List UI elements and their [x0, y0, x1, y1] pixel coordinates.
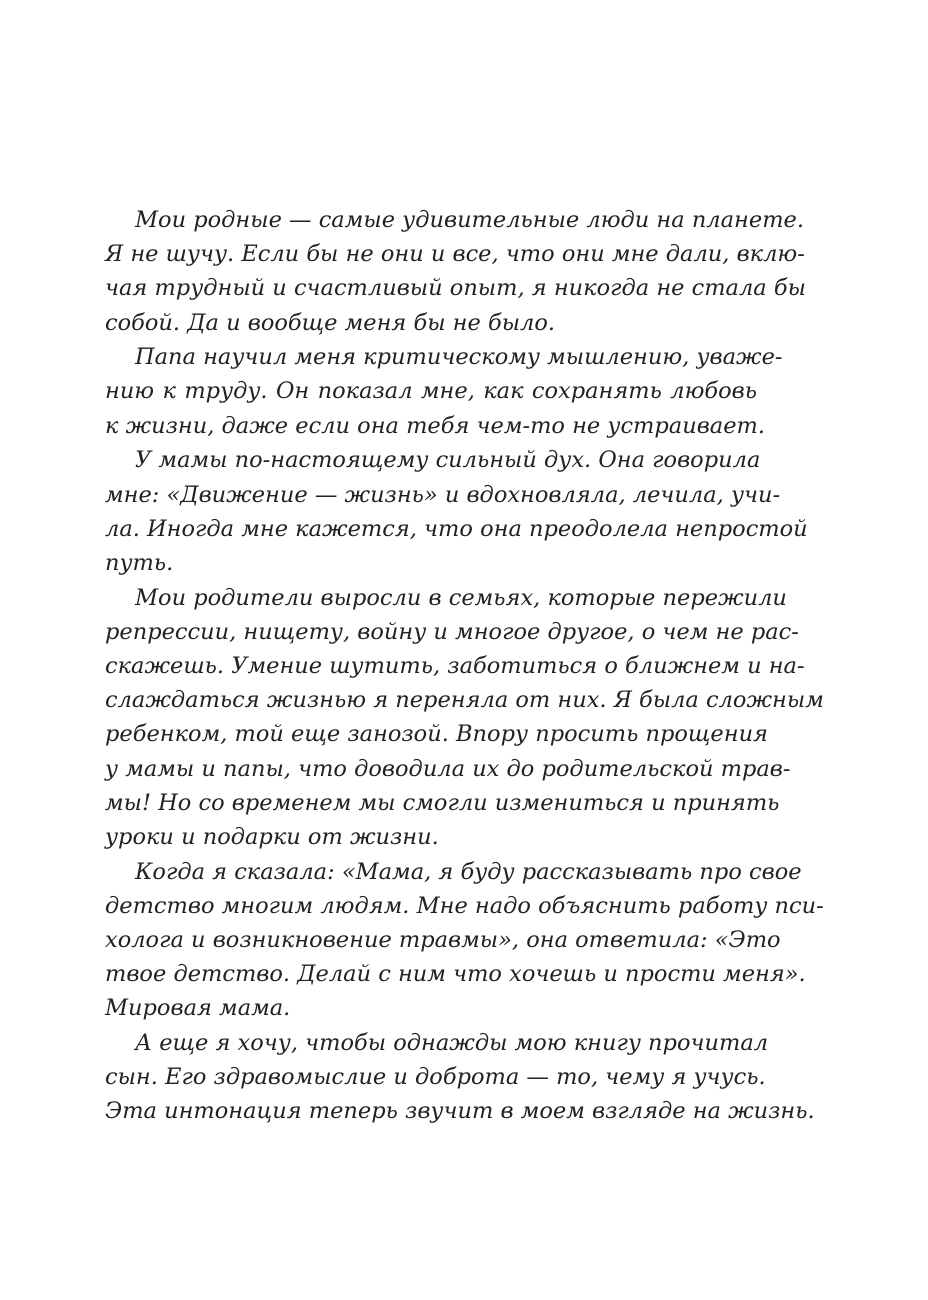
text-line: путь.	[105, 549, 174, 576]
text-line: Мои родные — самые удивительные люди на планете.	[135, 207, 804, 233]
paragraph-2	[105, 340, 783, 443]
text-line: детство многим людям. Мне надо объяснить работу пси-	[105, 892, 824, 919]
text-line: Мировая мама.	[105, 995, 291, 1022]
text-line: к жизни, даже если она тебя чем-то не устраивает.	[105, 412, 766, 439]
text-line: репрессии, нищету, войну и многое другое, о чем не рас-	[105, 618, 799, 645]
text-line: У мамы по-настоящему сильный дух. Она говорила	[135, 447, 761, 474]
text-line: нию к труду. Он показал мне, как сохранять любовь	[105, 378, 757, 405]
text-line: сын. Его здравомыслие и доброта — то, чему я учусь.	[105, 1064, 766, 1091]
paragraph-4	[105, 581, 824, 855]
text-line: ла. Иногда мне кажется, что она преодолела непростой	[105, 515, 808, 542]
text-line: Я не шучу. Если бы не они и все, что они мне дали, вклю-	[105, 241, 805, 268]
page-body	[105, 203, 824, 1129]
text-line: Эта интонация теперь звучит в моем взгляде на жизнь.	[105, 1098, 815, 1125]
text-line: скажешь. Умение шутить, заботиться о ближнем и на-	[105, 652, 805, 679]
text-line: чая трудный и счастливый опыт, я никогда не стала бы	[105, 275, 806, 302]
text-line: ребенком, той еще занозой. Впору просить прощения	[105, 721, 768, 748]
paragraph-3	[105, 443, 808, 580]
text-line: собой. Да и вообще меня бы не было.	[105, 309, 556, 336]
paragraph-6	[105, 1026, 815, 1129]
text-line: Когда я сказала: «Мама, я буду рассказывать про свое	[135, 858, 802, 885]
text-line: уроки и подарки от жизни.	[105, 823, 439, 850]
text-line: холога и возникновение травмы», она ответила: «Это	[105, 926, 781, 953]
text-line: твое детство. Делай с ним что хочешь и прости меня».	[105, 961, 806, 988]
text-line: слаждаться жизнью я переняла от них. Я была сложным	[105, 687, 824, 714]
paragraph-5	[105, 855, 824, 1026]
text-line: А еще я хочу, чтобы однажды мою книгу прочитал	[135, 1030, 769, 1056]
text-line: Мои родители выросли в семьях, которые пережили	[135, 584, 787, 611]
text-line: мы! Но со временем мы смогли измениться и принять	[105, 789, 780, 816]
text-line: Папа научил меня критическому мышлению, уваже-	[135, 344, 783, 371]
paragraph-1	[105, 203, 806, 340]
text-line: у мамы и папы, что доводила их до родительской трав-	[105, 755, 791, 782]
text-line: мне: «Движение — жизнь» и вдохновляла, лечила, учи-	[105, 481, 781, 508]
